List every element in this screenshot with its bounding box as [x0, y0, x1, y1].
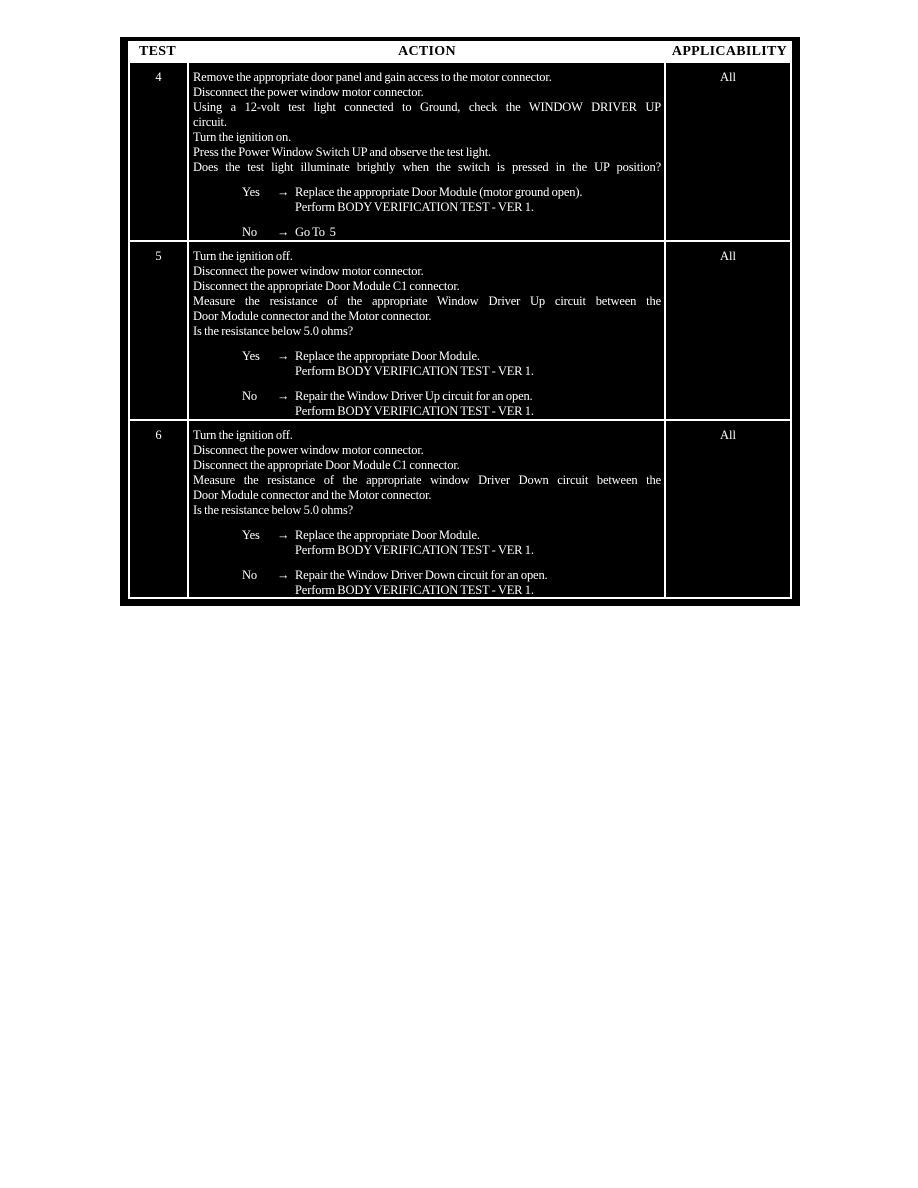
diagnostic-table: [120, 37, 800, 606]
arrow-right-icon: →: [277, 568, 290, 582]
table-row-test-5: [130, 240, 790, 419]
column-header-action: ACTION: [398, 44, 456, 59]
table-header-row: [128, 41, 792, 63]
test-number: 6: [130, 421, 189, 597]
action-line: Measure the resistance of the appropriate window Driver Down circuit between the: [193, 473, 661, 487]
result-label-no: No: [242, 568, 257, 582]
action-line: Turn the ignition off.: [193, 428, 293, 442]
result-line: Perform BODY VERIFICATION TEST - VER 1.: [295, 583, 534, 597]
arrow-right-icon: →: [277, 185, 290, 199]
result-line: Repair the Window Driver Up circuit for an open.: [295, 389, 533, 403]
result-text: [295, 389, 661, 419]
arrow-right-icon: →: [277, 389, 290, 403]
result-line: Go To 5: [295, 225, 336, 239]
result-line: Replace the appropriate Door Module (motor ground open).: [295, 185, 583, 199]
result-line: Perform BODY VERIFICATION TEST - VER 1.: [295, 364, 534, 378]
result-label-yes: Yes: [242, 349, 260, 363]
result-line: Replace the appropriate Door Module.: [295, 528, 480, 542]
table-row-test-4: [130, 63, 790, 240]
action-line: Disconnect the appropriate Door Module C1 connector.: [193, 279, 460, 293]
action-line: Is the resistance below 5.0 ohms?: [193, 503, 354, 517]
arrow-right-icon: →: [277, 349, 290, 363]
action-cell: [189, 421, 666, 597]
action-line: Press the Power Window Switch UP and observe the test light.: [193, 145, 492, 159]
action-cell: [189, 63, 666, 240]
result-label-no: No: [242, 389, 257, 403]
action-line: Does the test light illuminate brightly when the switch is pressed in the UP position?: [193, 160, 661, 174]
result-line: Perform BODY VERIFICATION TEST - VER 1.: [295, 200, 534, 214]
applicability-cell: All: [720, 249, 736, 263]
action-line: circuit.: [193, 115, 227, 129]
applicability-cell: All: [720, 70, 736, 84]
result-text: [295, 528, 661, 558]
result-line: Perform BODY VERIFICATION TEST - VER 1.: [295, 404, 534, 418]
action-line: Turn the ignition off.: [193, 249, 293, 263]
action-line: Door Module connector and the Motor connector.: [193, 488, 432, 502]
action-line: Using a 12-volt test light connected to Ground, check the WINDOW DRIVER UP: [193, 100, 661, 114]
action-line: Disconnect the power window motor connector.: [193, 264, 424, 278]
result-no: [193, 225, 661, 240]
result-text: [295, 185, 661, 215]
test-number: 4: [130, 63, 189, 240]
action-line: Is the resistance below 5.0 ohms?: [193, 324, 354, 338]
table-body: [128, 63, 792, 599]
result-label-no: No: [242, 225, 257, 239]
arrow-right-icon: →: [277, 528, 290, 542]
table-row-test-6: [130, 419, 790, 597]
action-line: Turn the ignition on.: [193, 130, 292, 144]
applicability-cell: All: [720, 428, 736, 442]
arrow-right-icon: →: [277, 225, 290, 239]
result-no: [193, 568, 661, 597]
column-header-applicability: APPLICABILITY: [671, 44, 788, 59]
result-label-yes: Yes: [242, 528, 260, 542]
result-text: [295, 225, 661, 240]
result-text: [295, 349, 661, 379]
result-yes: [193, 528, 661, 558]
result-yes: [193, 185, 661, 215]
test-number: 5: [130, 242, 189, 419]
result-no: [193, 389, 661, 419]
action-line: Measure the resistance of the appropriate Window Driver Up circuit between the: [193, 294, 661, 308]
action-line: Disconnect the appropriate Door Module C1 connector.: [193, 458, 460, 472]
result-label-yes: Yes: [242, 185, 260, 199]
result-line: Replace the appropriate Door Module.: [295, 349, 480, 363]
action-cell: [189, 242, 666, 419]
result-line: Perform BODY VERIFICATION TEST - VER 1.: [295, 543, 534, 557]
action-line: Remove the appropriate door panel and gain access to the motor connector.: [193, 70, 552, 84]
result-line: Repair the Window Driver Down circuit for an open.: [295, 568, 548, 582]
action-line: Disconnect the power window motor connector.: [193, 85, 424, 99]
result-text: [295, 568, 661, 597]
action-line: Door Module connector and the Motor connector.: [193, 309, 432, 323]
result-yes: [193, 349, 661, 379]
action-line: Disconnect the power window motor connector.: [193, 443, 424, 457]
column-header-test: TEST: [139, 44, 176, 59]
